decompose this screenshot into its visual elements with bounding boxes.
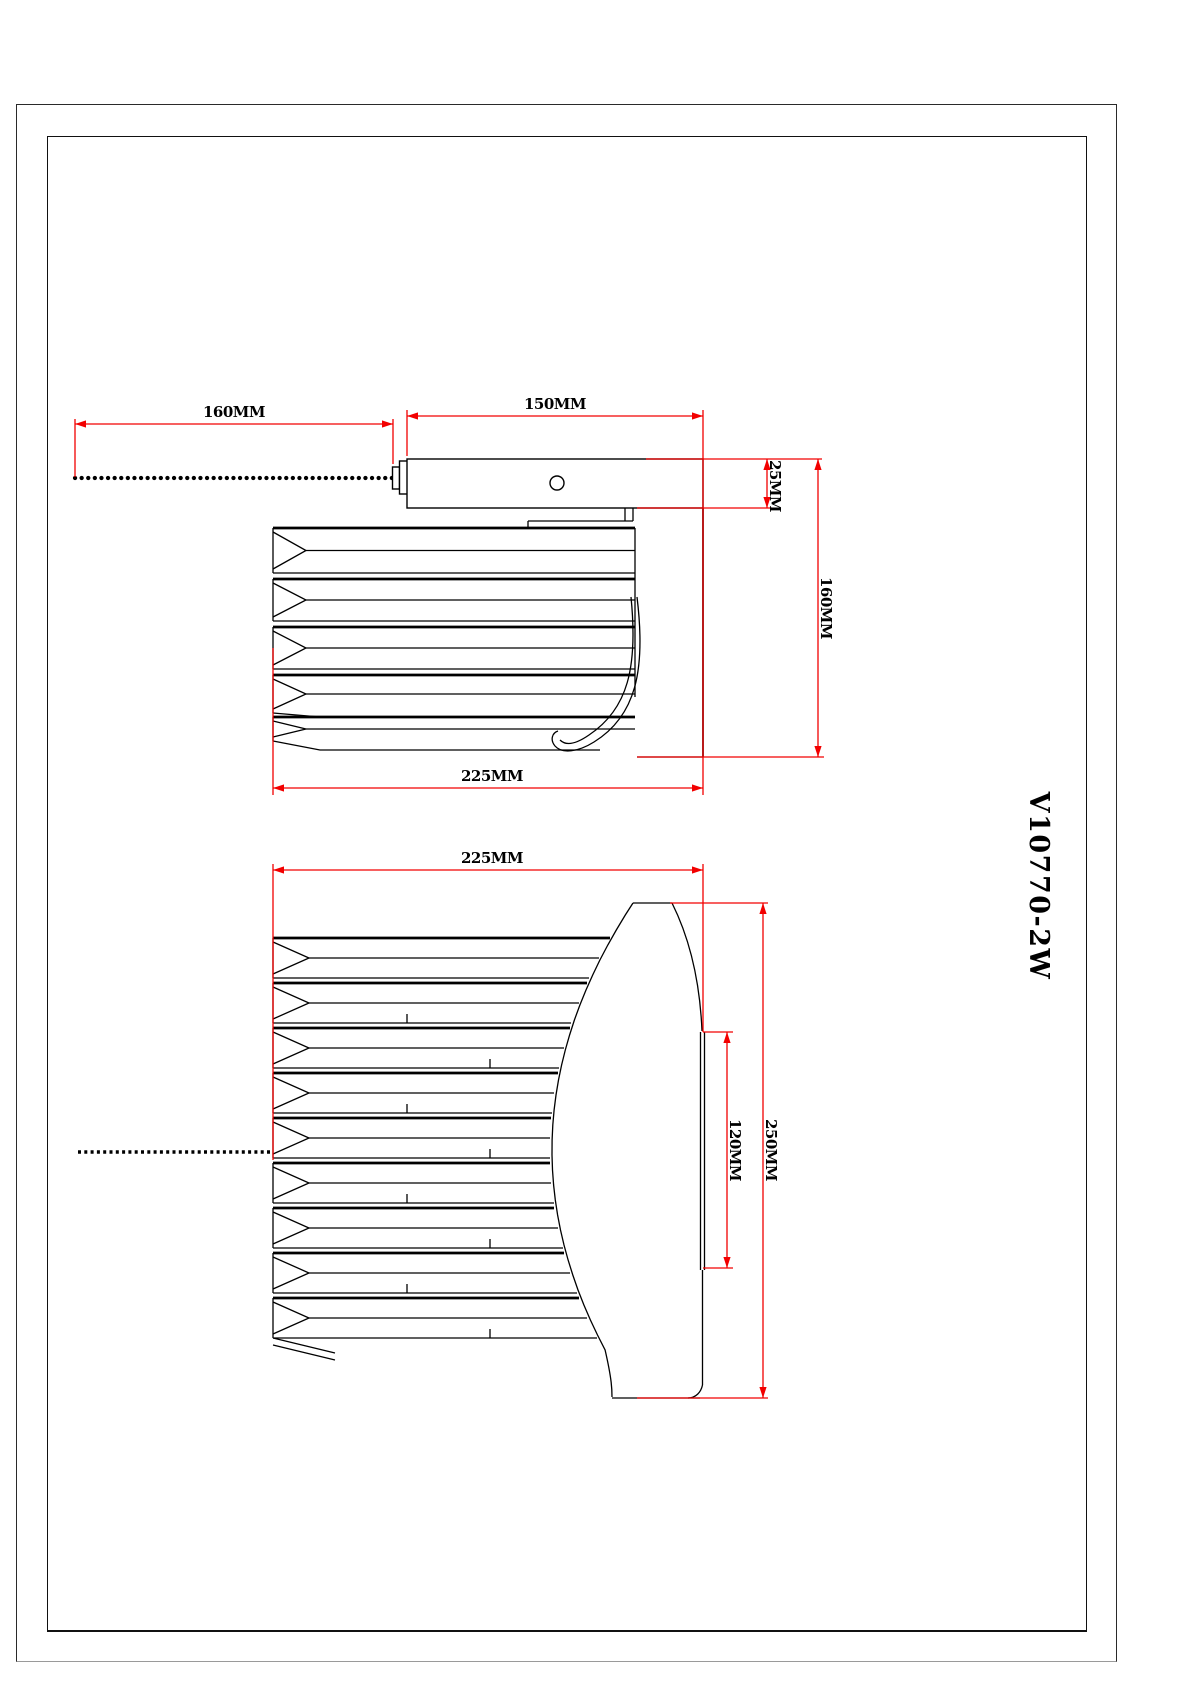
drawing-line — [692, 412, 703, 419]
dim-label-lens-width: 120MM — [726, 1118, 744, 1182]
drawing-line — [273, 1032, 309, 1064]
drawing-line — [692, 784, 703, 791]
dim-label-body-width: 225MM — [460, 767, 524, 785]
top-view-heatsink-fins — [273, 938, 610, 1338]
drawing-line — [273, 721, 306, 737]
dome-bottom-corner — [688, 1385, 703, 1398]
fin-bottom-slants — [273, 1338, 335, 1360]
drawing-line — [759, 903, 766, 914]
arm-bracket — [528, 508, 633, 527]
side-view-geometry — [75, 459, 703, 757]
dim-label-body-width-top: 225MM — [460, 849, 524, 867]
drawing-line — [273, 1077, 309, 1109]
top-view-geometry — [78, 903, 705, 1398]
drawing-line — [382, 420, 393, 427]
drawing-line — [273, 987, 309, 1019]
drawing-line — [759, 1387, 766, 1398]
dome-right-shoulder — [672, 903, 702, 1031]
drawing-line — [723, 1257, 730, 1268]
drawing-line — [814, 746, 821, 757]
drawing-line — [273, 1257, 309, 1289]
drawing-line — [273, 631, 306, 665]
dim-label-chain-length: 160MM — [202, 403, 266, 421]
dim-label-overall-width: 250MM — [762, 1118, 780, 1182]
dim-label-arm-height: 25MM — [766, 459, 784, 513]
drawing-line — [273, 741, 600, 750]
drawing-line — [552, 903, 633, 1397]
dim-label-body-height: 160MM — [817, 576, 835, 640]
top-view — [78, 849, 780, 1398]
lens-right-edge — [701, 1032, 705, 1385]
drawing-line — [273, 1302, 309, 1334]
drawing-line — [814, 459, 821, 470]
side-view — [75, 395, 835, 795]
chain-connector-outer — [393, 467, 400, 489]
arm-screw-hole — [550, 476, 564, 490]
drawing-line — [273, 679, 306, 709]
side-view-heatsink-fins — [273, 528, 635, 750]
drawing-line — [407, 412, 418, 419]
dim-label-arm-length: 150MM — [523, 395, 587, 413]
drawing-line — [273, 1212, 309, 1244]
drawing-line — [273, 942, 309, 974]
drawing-line — [273, 1122, 309, 1154]
drawing-line — [273, 583, 306, 617]
part-number: V10770-2W — [1023, 791, 1054, 981]
bezel-inner-curve — [560, 597, 633, 743]
drawing-line — [273, 866, 284, 873]
drawing-line — [273, 532, 306, 569]
drawing-line — [273, 1167, 309, 1199]
drawing-line — [723, 1032, 730, 1043]
drawing-line — [692, 866, 703, 873]
drawing-line — [75, 420, 86, 427]
drawing-line — [273, 784, 284, 791]
